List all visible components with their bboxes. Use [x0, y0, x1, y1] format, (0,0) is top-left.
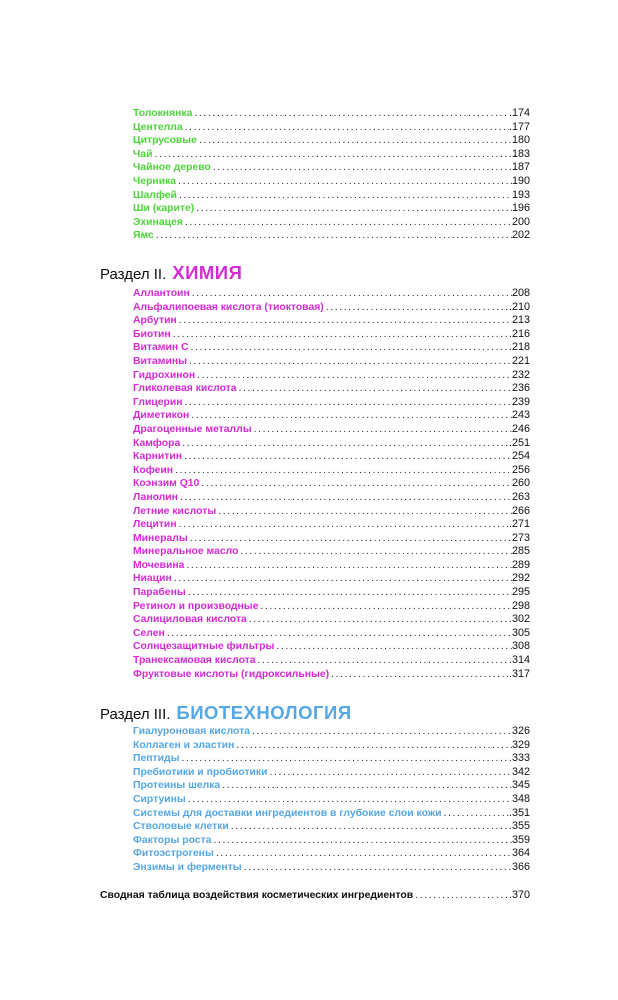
toc-entry[interactable]: [133, 586, 530, 600]
toc-entry-name: Шалфей: [133, 189, 177, 201]
toc-entry[interactable]: [133, 572, 530, 586]
toc-entry[interactable]: [133, 807, 530, 821]
section-heading-biotech: [100, 702, 352, 724]
leader-dots: [247, 613, 512, 627]
toc-entry-name: Карнитин: [133, 451, 183, 463]
toc-entry-page: 359: [511, 833, 530, 846]
toc-entry-name: Центелла: [133, 121, 183, 133]
toc-entry-name: Цитрусовые: [133, 135, 197, 147]
toc-entry-page: .370: [508, 889, 530, 901]
leader-dots: [178, 491, 512, 505]
toc-entry-name: Стволовые клетки: [133, 821, 229, 833]
toc-entry-name: Фруктовые кислоты (гидроксильные): [133, 668, 330, 680]
toc-entry-page: 364: [511, 847, 530, 860]
toc-entry-name: Толокнянка: [133, 108, 193, 119]
toc-entry-page: 295: [511, 586, 530, 599]
leader-dots: [195, 369, 512, 383]
toc-entry-name: Камфора: [133, 437, 181, 449]
toc-entry[interactable]: [133, 107, 530, 121]
toc-entry[interactable]: [133, 640, 530, 654]
toc-entry-name: Факторы роста: [133, 834, 212, 846]
leader-dots: [234, 739, 512, 753]
leader-dots: [250, 725, 512, 739]
toc-entry-name: Гидрохинон: [133, 369, 196, 381]
toc-entry-page: .216: [508, 327, 530, 340]
toc-entry[interactable]: [133, 627, 530, 641]
leader-dots: [188, 532, 512, 546]
leader-dots: [187, 355, 512, 369]
toc-entry-page: .351: [508, 806, 530, 819]
toc-entry-page: 239: [511, 395, 530, 408]
toc-entry-page: 221: [511, 354, 530, 367]
toc-entry[interactable]: [133, 464, 530, 478]
toc-entry-page: 256: [511, 463, 530, 476]
toc-entry-page: 366: [511, 860, 530, 873]
toc-entry-name: Ланолин: [133, 491, 178, 503]
leader-dots: [237, 382, 512, 396]
toc-entry-name: Энзимы и ферменты: [133, 861, 242, 873]
toc-entry-name: Ямс: [133, 230, 154, 242]
toc-entry-name: Ретинол и производные: [133, 600, 259, 612]
toc-entry-name: Витамин С: [133, 342, 189, 354]
leader-dots: [182, 450, 512, 464]
leader-dots: [194, 202, 512, 216]
leader-dots: [258, 600, 512, 614]
toc-entry-page: 218: [511, 341, 530, 354]
leader-dots: [177, 189, 512, 203]
toc-entry-name: Сиртуины: [133, 793, 186, 805]
toc-entry[interactable]: [133, 545, 530, 559]
toc-entry-name: Диметикон: [133, 410, 190, 422]
toc-entry-name: Биотин: [133, 328, 171, 340]
leader-dots: [252, 423, 512, 437]
leader-dots: [189, 341, 512, 355]
toc-entry-page: 202: [511, 229, 530, 242]
toc-entry-page: 232: [511, 368, 530, 381]
toc-entry-page: 285: [511, 545, 530, 558]
toc-entry[interactable]: [133, 847, 530, 861]
toc-entry-page: 329: [511, 738, 530, 751]
section-heading-chemistry: [100, 262, 242, 284]
toc-biotech-list: [133, 725, 530, 875]
toc-entry[interactable]: [133, 216, 530, 230]
leader-dots: [171, 328, 509, 342]
leader-dots: [189, 409, 512, 423]
toc-entry-page: 333: [511, 752, 530, 765]
toc-entry-name: Глицерин: [133, 396, 183, 408]
leader-dots: [216, 505, 512, 519]
toc-entry-page: 193: [511, 188, 530, 201]
toc-entry-name: Чай: [133, 148, 153, 160]
toc-entry-name: Альфалипоевая кислота (тиоктовая): [133, 301, 324, 313]
toc-entry[interactable]: [133, 355, 530, 369]
toc-entry-name: Эхинацея: [133, 216, 183, 228]
toc-entry-page: 326: [511, 725, 530, 737]
toc-entry-page: 254: [511, 450, 530, 463]
leader-dots: [183, 396, 512, 410]
toc-entry[interactable]: [133, 396, 530, 410]
leader-dots: [186, 793, 512, 807]
toc-entry-name: Пребиотики и пробиотики: [133, 766, 268, 778]
section-title: ХИМИЯ: [172, 262, 243, 283]
leader-dots: [211, 161, 512, 175]
toc-entry[interactable]: [133, 752, 530, 766]
toc-entry[interactable]: [133, 654, 530, 668]
toc-entry[interactable]: [133, 779, 530, 793]
section-title: БИОТЕХНОЛОГИЯ: [176, 702, 352, 723]
toc-entry[interactable]: [133, 369, 530, 383]
toc-entry[interactable]: [133, 613, 530, 627]
toc-entry-page: 180: [511, 134, 530, 147]
toc-entry-name: Черника: [133, 175, 177, 187]
toc-entry-name: Салициловая кислота: [133, 614, 247, 626]
toc-entry[interactable]: [133, 121, 530, 135]
leader-dots: [442, 807, 509, 821]
toc-entry[interactable]: [133, 341, 530, 355]
leader-dots: [183, 121, 509, 135]
toc-entry-page: 305: [511, 626, 530, 639]
toc-entry-name: Протеины шелка: [133, 780, 221, 792]
toc-entry[interactable]: [133, 559, 530, 573]
leader-dots: [186, 586, 512, 600]
toc-entry-name: Селен: [133, 627, 165, 639]
toc-entry-page: 266: [511, 504, 530, 517]
toc-entry-name: Сводная таблица воздействия косметических ингредиентов: [100, 890, 414, 901]
toc-entry-page: 243: [511, 409, 530, 422]
toc-entry-page: 355: [511, 820, 530, 833]
toc-entry-name: Солнцезащитные фильтры: [133, 641, 275, 653]
toc-entry-page: 289: [511, 558, 530, 571]
toc-entry[interactable]: [133, 793, 530, 807]
toc-part1-list: [133, 107, 530, 243]
leader-dots: [214, 847, 512, 861]
toc-entry[interactable]: [133, 328, 530, 342]
toc-entry[interactable]: [133, 668, 530, 682]
toc-entry-page: 213: [511, 314, 530, 327]
toc-entry[interactable]: [133, 600, 530, 614]
toc-entry-name: Аллантоин: [133, 288, 190, 299]
toc-entry-page: .174: [508, 107, 530, 119]
leader-dots: [165, 627, 512, 641]
toc-entry-name: Ши (карите): [133, 203, 195, 215]
leader-dots: [238, 545, 512, 559]
toc-entry-name: Арбутин: [133, 315, 177, 327]
toc-entry-name: Гликолевая кислота: [133, 383, 237, 395]
toc-entry[interactable]: [133, 437, 530, 451]
toc-entry-page: 292: [511, 572, 530, 585]
toc-entry-name: Кофеин: [133, 464, 174, 476]
toc-entry-page: .271: [508, 518, 530, 531]
leader-dots: [190, 287, 512, 301]
toc-entry-name: Ниацин: [133, 573, 172, 585]
leader-dots: [180, 437, 509, 451]
toc-entry[interactable]: [133, 725, 530, 739]
toc-entry-name: Транексамовая кислота: [133, 655, 256, 667]
toc-entry[interactable]: [133, 766, 530, 780]
leader-dots: [172, 572, 512, 586]
leader-dots: [324, 301, 509, 315]
toc-entry-name: Чайное дерево: [133, 162, 211, 174]
leader-dots: [229, 820, 512, 834]
leader-dots: [177, 314, 512, 328]
toc-entry-page: 236: [511, 382, 530, 395]
toc-entry[interactable]: [133, 450, 530, 464]
toc-entry-name: Минералы: [133, 532, 188, 544]
toc-entry[interactable]: [133, 148, 530, 162]
toc-entry[interactable]: [133, 202, 530, 216]
toc-entry-page: 345: [511, 779, 530, 792]
leader-dots: [176, 175, 512, 189]
toc-entry-page: 273: [511, 531, 530, 544]
toc-entry-name: Лецитин: [133, 519, 177, 531]
toc-entry-page: 298: [511, 599, 530, 612]
toc-entry[interactable]: [133, 820, 530, 834]
leader-dots: [177, 518, 509, 532]
leader-dots: [199, 477, 512, 491]
toc-entry-name: Летние кислоты: [133, 505, 217, 517]
toc-entry-name: Парабены: [133, 587, 186, 599]
leader-dots: [192, 107, 509, 121]
toc-entry-page: .251: [508, 436, 530, 449]
leader-dots: [197, 134, 512, 148]
toc-entry[interactable]: [133, 287, 530, 301]
leader-dots: [184, 559, 512, 573]
toc-entry[interactable]: [133, 518, 530, 532]
toc-entry[interactable]: [133, 491, 530, 505]
toc-entry-page: 246: [511, 422, 530, 435]
toc-entry-name: Гиалуроновая кислота: [133, 726, 250, 737]
toc-entry-page: 342: [511, 765, 530, 778]
toc-chemistry-list: [133, 287, 530, 681]
leader-dots: [256, 654, 509, 668]
leader-dots: [242, 861, 512, 875]
toc-entry-name: Пептиды: [133, 753, 180, 765]
toc-entry[interactable]: [133, 532, 530, 546]
toc-entry[interactable]: [133, 423, 530, 437]
toc-entry-page: .317: [508, 667, 530, 680]
leader-dots: [413, 889, 509, 903]
toc-entry-name: Системы для доставки ингредиентов в глубокие слои кожи: [133, 807, 442, 819]
toc-entry-page: .177: [508, 120, 530, 133]
toc-entry[interactable]: [133, 189, 530, 203]
toc-entry-page: 196: [511, 202, 530, 215]
toc-entry-page: 348: [511, 792, 530, 805]
leader-dots: [173, 464, 512, 478]
section-label: Раздел II.: [100, 266, 167, 283]
leader-dots: [154, 229, 512, 243]
toc-entry-name: Коллаген и эластин: [133, 739, 235, 751]
toc-entry-page: 208: [511, 287, 530, 299]
toc-entry[interactable]: [133, 314, 530, 328]
toc-entry-page: 263: [511, 490, 530, 503]
toc-entry-page: 302: [511, 613, 530, 626]
toc-entry-name: Минеральное масло: [133, 546, 239, 558]
toc-entry-page: 183: [511, 147, 530, 160]
toc-entry[interactable]: [133, 477, 530, 491]
toc-entry[interactable]: [133, 301, 530, 315]
toc-entry[interactable]: [133, 134, 530, 148]
toc-entry-page: 187: [511, 161, 530, 174]
toc-entry[interactable]: [133, 505, 530, 519]
toc-entry-name: Витамины: [133, 355, 187, 367]
toc-entry-page: 200: [511, 215, 530, 228]
toc-entry-page: .314: [508, 654, 530, 667]
leader-dots: [329, 668, 509, 682]
leader-dots: [211, 834, 512, 848]
toc-entry[interactable]: [133, 861, 530, 875]
toc-entry[interactable]: [133, 409, 530, 423]
toc-entry[interactable]: [133, 229, 530, 243]
toc-entry-name: Коэнзим Q10: [133, 478, 200, 490]
toc-entry-page: 260: [511, 477, 530, 490]
toc-entry[interactable]: [133, 175, 530, 189]
leader-dots: [179, 752, 512, 766]
toc-entry[interactable]: [133, 739, 530, 753]
toc-entry-name: Драгоценные металлы: [133, 423, 252, 435]
leader-dots: [274, 640, 512, 654]
toc-entry-page: 190: [511, 174, 530, 187]
leader-dots: [152, 148, 512, 162]
toc-entry[interactable]: [133, 834, 530, 848]
leader-dots: [183, 216, 512, 230]
toc-entry-page: 308: [511, 640, 530, 653]
toc-entry[interactable]: [133, 161, 530, 175]
toc-entry-name: Фитоэстрогены: [133, 848, 214, 860]
leader-dots: [220, 779, 512, 793]
toc-entry-name: Мочевина: [133, 559, 185, 571]
leader-dots: [268, 766, 512, 780]
toc-entry[interactable]: [133, 382, 530, 396]
section-label: Раздел III.: [100, 706, 171, 723]
toc-entry-page: .210: [508, 300, 530, 313]
toc-summary-entry[interactable]: [100, 889, 530, 903]
